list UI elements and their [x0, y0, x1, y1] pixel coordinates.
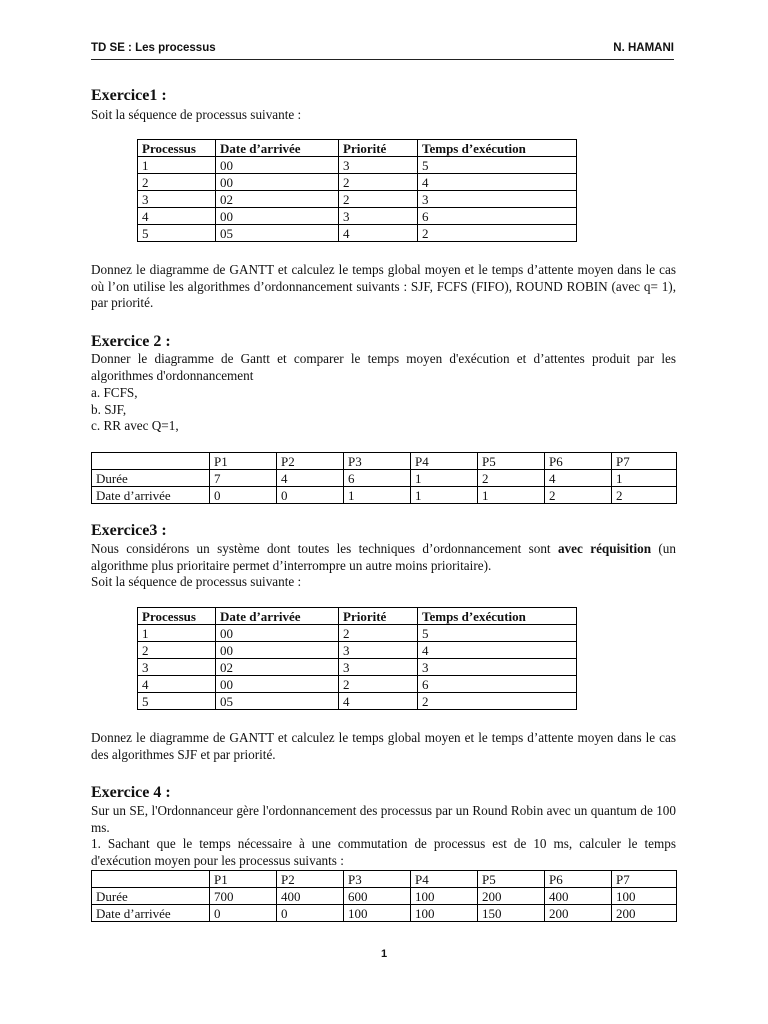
exercise-2-question: Donner le diagramme de Gantt et comparer le temps moyen d'exécution et d’attentes produit par les algorithmes d'ordonnancement: [91, 351, 676, 383]
table-cell: 3: [339, 157, 418, 174]
row-label: Date d’arrivée: [92, 905, 210, 922]
column-header: Priorité: [339, 140, 418, 157]
context-bold-text: avec: [557, 541, 583, 556]
table-cell: 2: [339, 174, 418, 191]
list-item: a. FCFS,: [91, 385, 138, 400]
table-cell: 4: [138, 676, 216, 693]
table-cell: 1: [411, 487, 478, 504]
table-cell: 3: [138, 659, 216, 676]
column-header: [92, 453, 210, 470]
table-cell: 700: [210, 888, 277, 905]
table-header-row: [92, 453, 677, 470]
table-cell: 00: [216, 625, 339, 642]
table-cell: 1: [612, 470, 677, 487]
table-cell: 1: [478, 487, 545, 504]
exercise-4-title: Exercice 4 :: [91, 784, 171, 801]
table-cell: 0: [210, 905, 277, 922]
column-header: P3: [344, 871, 411, 888]
exercise-2-title: Exercice 2 :: [91, 333, 171, 350]
table-cell: 4: [418, 174, 577, 191]
column-header: P6: [545, 453, 612, 470]
table-cell: 1: [138, 625, 216, 642]
table-cell: 05: [216, 225, 339, 242]
table-cell: 00: [216, 642, 339, 659]
column-header: Processus: [138, 608, 216, 625]
table-cell: 2: [138, 642, 216, 659]
table-cell: 7: [210, 470, 277, 487]
column-header: P5: [478, 871, 545, 888]
column-header: P4: [411, 871, 478, 888]
table-header-row: [138, 608, 577, 625]
table-cell: 00: [216, 676, 339, 693]
table-cell: 6: [418, 676, 577, 693]
table-cell: 6: [344, 470, 411, 487]
table-cell: 6: [418, 208, 577, 225]
exercise-3-intro: Soit la séquence de processus suivante :: [91, 574, 302, 589]
table-cell: 2: [478, 470, 545, 487]
header-course-title: TD SE : Les processus: [91, 42, 216, 54]
table-cell: 0: [277, 487, 344, 504]
table-cell: 2: [138, 174, 216, 191]
table-cell: 1: [411, 470, 478, 487]
table-cell: 400: [545, 888, 612, 905]
table-cell: 00: [216, 208, 339, 225]
table-row: [92, 888, 677, 905]
table-cell: 3: [339, 208, 418, 225]
table-cell: 100: [411, 888, 478, 905]
column-header: P2: [277, 453, 344, 470]
table-cell: 2: [545, 487, 612, 504]
table-row: [138, 642, 577, 659]
column-header: P3: [344, 453, 411, 470]
table-cell: 4: [545, 470, 612, 487]
table-row: [138, 693, 577, 710]
table-cell: 1: [344, 487, 411, 504]
row-label: Durée: [92, 470, 210, 487]
table-cell: 0: [210, 487, 277, 504]
table-cell: 150: [478, 905, 545, 922]
column-header: P7: [612, 871, 677, 888]
page-header: [91, 42, 674, 60]
exercise-1-title: Exercice1 :: [91, 87, 167, 104]
context-text: (un algorithme plus prioritaire permet d’interrompre un autre moins prioritaire).: [91, 541, 676, 573]
exercise-3-table: [137, 607, 577, 710]
column-header: P1: [210, 871, 277, 888]
table-cell: 3: [418, 659, 577, 676]
page-number: 1: [380, 948, 388, 960]
table-cell: 02: [216, 191, 339, 208]
table-cell: 02: [216, 659, 339, 676]
table-cell: 200: [545, 905, 612, 922]
context-text: Nous considérons un système dont toutes les techniques d’ordonnancement sont: [91, 541, 551, 556]
exercise-3-context: [91, 541, 676, 574]
table-cell: 4: [138, 208, 216, 225]
exercise-1-table: [137, 139, 577, 242]
column-header: P1: [210, 453, 277, 470]
exercise-3-question: Donnez le diagramme de GANTT et calculez le temps global moyen et le temps d’attente moyen dans le cas des algorithmes SJF et par priorité.: [91, 730, 676, 762]
column-header: P2: [277, 871, 344, 888]
table-cell: 2: [339, 191, 418, 208]
table-cell: 100: [411, 905, 478, 922]
table-header-row: [138, 140, 577, 157]
table-cell: 3: [138, 191, 216, 208]
table-row: [92, 487, 677, 504]
exercise-2-table: [91, 452, 677, 504]
table-cell: 3: [418, 191, 577, 208]
table-cell: 0: [277, 905, 344, 922]
table-cell: 5: [418, 625, 577, 642]
table-header-row: [92, 871, 677, 888]
table-row: [92, 470, 677, 487]
column-header: P4: [411, 453, 478, 470]
exercise-2-algorithm-list: [91, 385, 676, 435]
table-cell: 100: [344, 905, 411, 922]
table-cell: 00: [216, 174, 339, 191]
table-row: [138, 625, 577, 642]
table-row: [138, 191, 577, 208]
column-header: P5: [478, 453, 545, 470]
table-cell: 1: [138, 157, 216, 174]
column-header: Temps d’exécution: [418, 140, 577, 157]
table-cell: 5: [138, 693, 216, 710]
list-item: c. RR avec Q=1,: [91, 418, 179, 434]
exercise-4-context: Sur un SE, l'Ordonnanceur gère l'ordonnancement des processus par un Round Robin avec un quantum de 100 ms.: [91, 803, 676, 835]
table-cell: 00: [216, 157, 339, 174]
list-item: b. SJF,: [91, 401, 127, 417]
table-cell: 400: [277, 888, 344, 905]
table-cell: 100: [612, 888, 677, 905]
exercise-4-question: 1. Sachant que le temps nécessaire à une commutation de processus est de 10 ms, calculer le temps d'exécution moyen pour les processus suivants :: [91, 836, 676, 868]
table-row: [138, 225, 577, 242]
table-row: [138, 208, 577, 225]
table-cell: 3: [339, 659, 418, 676]
table-cell: 4: [339, 693, 418, 710]
table-cell: 200: [478, 888, 545, 905]
table-cell: 4: [339, 225, 418, 242]
context-bold-text: réquisition: [590, 541, 652, 556]
table-cell: 2: [612, 487, 677, 504]
table-cell: 2: [339, 676, 418, 693]
table-row: [138, 174, 577, 191]
column-header: Priorité: [339, 608, 418, 625]
table-row: [92, 905, 677, 922]
table-cell: 5: [418, 157, 577, 174]
table-cell: 5: [138, 225, 216, 242]
table-cell: 3: [339, 642, 418, 659]
table-row: [138, 157, 577, 174]
exercise-3-title: Exercice3 :: [91, 522, 167, 539]
column-header: Processus: [138, 140, 216, 157]
column-header: Date d’arrivée: [216, 608, 339, 625]
table-cell: 2: [418, 225, 577, 242]
table-cell: 05: [216, 693, 339, 710]
table-cell: 600: [344, 888, 411, 905]
row-label: Date d’arrivée: [92, 487, 210, 504]
column-header: P6: [545, 871, 612, 888]
row-label: Durée: [92, 888, 210, 905]
column-header: Temps d’exécution: [418, 608, 577, 625]
exercise-1-intro: Soit la séquence de processus suivante :: [91, 107, 302, 122]
table-cell: 4: [277, 470, 344, 487]
header-author: N. HAMANI: [613, 42, 674, 54]
table-cell: 200: [612, 905, 677, 922]
table-cell: 2: [418, 693, 577, 710]
column-header: Date d’arrivée: [216, 140, 339, 157]
table-cell: 4: [418, 642, 577, 659]
exercise-4-table: [91, 870, 677, 922]
table-cell: 2: [339, 625, 418, 642]
column-header: P7: [612, 453, 677, 470]
table-row: [138, 659, 577, 676]
column-header: [92, 871, 210, 888]
exercise-1-question: Donnez le diagramme de GANTT et calculez le temps global moyen et le temps d’attente moyen dans le cas où l’on utilise les algorithmes d’ordonnancement suivants : SJF, FCFS (FIFO), ROUND ROBIN (avec q= 1), par priorité.: [91, 262, 676, 311]
table-row: [138, 676, 577, 693]
